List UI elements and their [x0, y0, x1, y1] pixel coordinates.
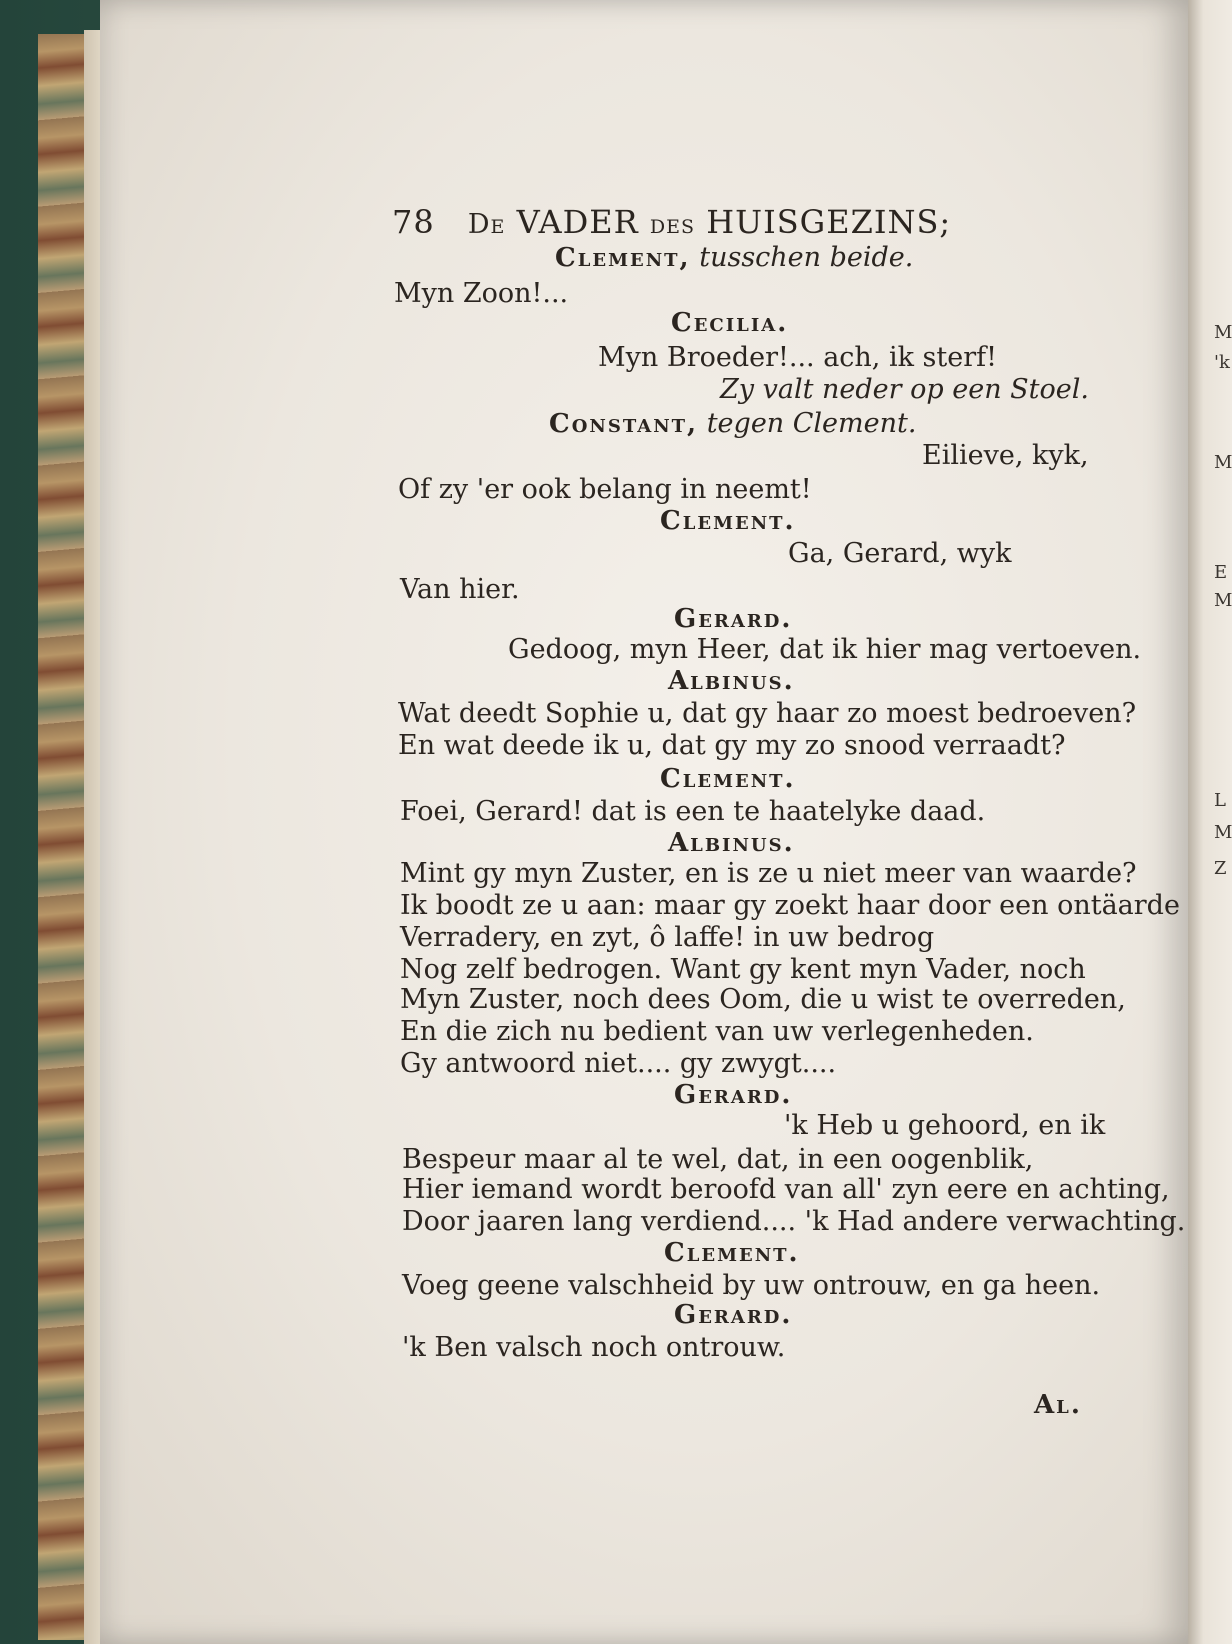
verse-line: Verradery, en zyt, ô laffe! in uw bedrog	[400, 922, 935, 953]
stage-direction: tegen Clement.	[706, 408, 917, 439]
header-word: des	[649, 209, 696, 240]
verse-line: Ik boodt ze u aan: maar gy zoekt haar door een ontäarde	[400, 890, 1180, 921]
verse-line: En wat deede ik u, dat gy my zo snood verraadt?	[398, 730, 1066, 761]
speaker-name: Clement.	[664, 1238, 800, 1268]
speaker-heading	[549, 410, 916, 437]
header-word: De	[467, 209, 506, 240]
verse-line: 'k Heb u gehoord, en ik	[784, 1110, 1106, 1141]
verse-line: Wat deedt Sophie u, dat gy haar zo moest bedroeven?	[398, 698, 1137, 729]
speaker-name: Constant,	[549, 409, 699, 439]
verse-line: Voeg geene valschheid by uw ontrouw, en ga heen.	[402, 1270, 1101, 1301]
next-page-fragment: L	[1214, 790, 1226, 811]
verse-line: En die zich nu bedient van uw verlegenheden.	[400, 1016, 1034, 1047]
speaker-name: Clement,	[555, 243, 691, 273]
verse-line: 'k Ben valsch noch ontrouw.	[402, 1332, 786, 1363]
verse-line: Myn Zoon!...	[394, 278, 569, 309]
verse-line: Of zy 'er ook belang in neemt!	[398, 474, 812, 505]
speaker-heading	[555, 244, 913, 271]
verse-line: Ga, Gerard, wyk	[788, 538, 1012, 569]
verse-line: Gy antwoord niet.... gy zwygt....	[400, 1048, 837, 1079]
next-page-fragment: Z	[1214, 858, 1227, 879]
verse-line: Mint gy myn Zuster, en is ze u niet meer van waarde?	[400, 858, 1137, 889]
speaker-name: Clement.	[660, 506, 796, 536]
page-number: 78	[392, 203, 435, 241]
verse-line: Gedoog, myn Heer, dat ik hier mag vertoeven.	[508, 634, 1142, 665]
verse-line: Door jaaren lang verdiend.... 'k Had andere verwachting.	[402, 1206, 1186, 1237]
next-page-fragment: 'k	[1214, 352, 1230, 373]
next-page-fragment: M	[1214, 822, 1232, 843]
catchword: Al.	[1034, 1390, 1082, 1420]
header-word: VADER	[516, 203, 639, 241]
verse-line: Van hier.	[400, 574, 520, 605]
verse-line: Bespeur maar al te wel, dat, in een oogenblik,	[402, 1144, 1034, 1175]
speaker-name: Gerard.	[674, 604, 793, 634]
next-page-fragment: M	[1214, 322, 1232, 343]
verse-line: Eilieve, kyk,	[922, 440, 1089, 471]
speaker-name: Cecilia.	[671, 308, 789, 338]
verse-line: Hier iemand wordt beroofd van all' zyn eere en achting,	[402, 1174, 1170, 1205]
speaker-name: Clement.	[660, 764, 796, 794]
speaker-name: Gerard.	[674, 1080, 793, 1110]
stage-direction: Zy valt neder op een Stoel.	[720, 374, 1089, 405]
speaker-name: Albinus.	[668, 666, 795, 696]
verse-line: Myn Broeder!... ach, ik sterf!	[598, 342, 997, 373]
stage-direction: tusschen beide.	[699, 242, 914, 273]
speaker-name: Gerard.	[674, 1300, 793, 1330]
header-word: HUISGEZINS;	[706, 203, 952, 241]
verse-line: Foei, Gerard! dat is een te haatelyke daad.	[400, 796, 986, 827]
verse-line: Nog zelf bedrogen. Want gy kent myn Vader, noch	[400, 954, 1086, 985]
next-page-fragment: M	[1214, 452, 1232, 473]
next-page-fragment: M	[1214, 590, 1232, 611]
running-header	[392, 203, 952, 241]
next-page-fragment: E	[1214, 562, 1228, 583]
speaker-name: Albinus.	[668, 828, 795, 858]
verse-line: Myn Zuster, noch dees Oom, die u wist te overreden,	[400, 984, 1126, 1015]
